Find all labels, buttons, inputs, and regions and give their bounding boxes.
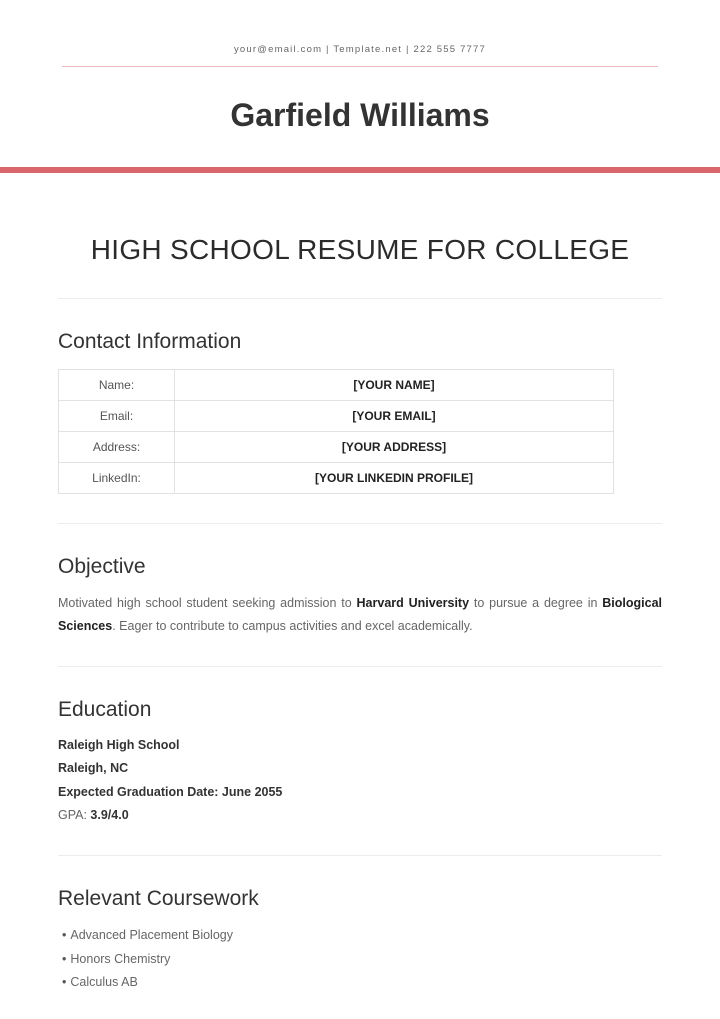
- gpa-value: 3.9/4.0: [90, 808, 129, 822]
- coursework-list: [62, 925, 233, 996]
- contact-value: [YOUR LINKEDIN PROFILE]: [175, 463, 614, 494]
- coursework-section-heading: Relevant Coursework: [58, 887, 259, 910]
- education-section-heading: Education: [58, 698, 152, 721]
- section-divider: [58, 298, 662, 299]
- contact-section-heading: Contact Information: [58, 330, 242, 353]
- education-school: Raleigh High School: [58, 738, 180, 752]
- course-name: Calculus AB: [70, 975, 138, 989]
- objective-section-heading: Objective: [58, 555, 146, 578]
- course-name: Honors Chemistry: [70, 951, 171, 966]
- bullet-icon: •: [62, 951, 67, 966]
- contact-label: Email:: [59, 401, 175, 432]
- bullet-icon: •: [62, 928, 67, 942]
- objective-text-part: . Eager to contribute to campus activities and excel academically.: [112, 619, 473, 633]
- course-name: Advanced Placement Biology: [70, 928, 233, 942]
- document-title: HIGH SCHOOL RESUME FOR COLLEGE: [90, 234, 630, 265]
- contact-value: [YOUR NAME]: [175, 370, 614, 401]
- header-thin-rule: [62, 66, 658, 67]
- section-divider: [58, 666, 662, 667]
- objective-paragraph: [58, 592, 662, 638]
- gpa-label: GPA:: [58, 808, 91, 822]
- objective-text-part: Motivated high school student seeking admission to: [58, 596, 357, 610]
- list-item: [62, 925, 233, 949]
- list-item: [62, 972, 233, 996]
- contact-table: [58, 369, 614, 494]
- header-contact-line: your@email.com | Template.net | 222 555 7777: [233, 44, 487, 55]
- section-divider: [58, 523, 662, 524]
- contact-label: Address:: [59, 432, 175, 463]
- table-row: [59, 401, 614, 432]
- table-row: [59, 432, 614, 463]
- contact-value: [YOUR EMAIL]: [175, 401, 614, 432]
- education-location: Raleigh, NC: [58, 761, 129, 775]
- contact-label: Name:: [59, 370, 175, 401]
- objective-university: Harvard University: [356, 596, 470, 610]
- accent-rule: [0, 167, 720, 173]
- objective-text-part: to pursue a degree in: [469, 596, 603, 610]
- contact-value: [YOUR ADDRESS]: [175, 432, 614, 463]
- table-row: [59, 370, 614, 401]
- bullet-icon: •: [62, 975, 67, 989]
- table-row: [59, 463, 614, 494]
- objective-field: Biological Sciences: [58, 596, 662, 633]
- education-gpa: [58, 808, 129, 822]
- contact-label: LinkedIn:: [59, 463, 175, 494]
- candidate-name: Garfield Williams: [230, 97, 490, 133]
- list-item: [62, 949, 233, 973]
- section-divider: [58, 855, 662, 856]
- education-graduation: Expected Graduation Date: June 2055: [58, 785, 283, 799]
